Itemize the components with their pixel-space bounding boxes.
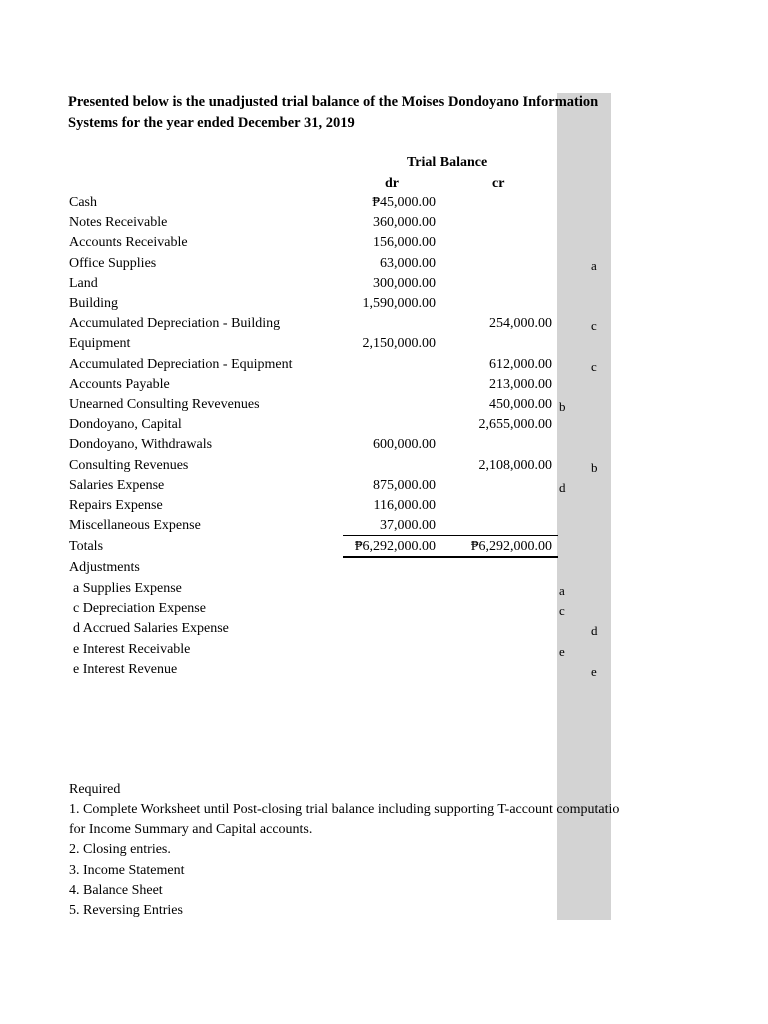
account-label: Unearned Consulting Revevenues bbox=[69, 397, 260, 412]
debit-amount: 600,000.00 bbox=[373, 437, 436, 452]
credit-amount: 213,000.00 bbox=[489, 377, 552, 392]
credit-amount: 2,655,000.00 bbox=[478, 417, 552, 432]
required-item: 2. Closing entries. bbox=[69, 842, 171, 857]
adjustments-title: Adjustments bbox=[69, 560, 140, 575]
adjustment-mark: d bbox=[591, 623, 598, 638]
adjustment-mark: d bbox=[559, 480, 566, 495]
account-label: Accounts Receivable bbox=[69, 235, 188, 250]
highlighted-column bbox=[557, 93, 611, 920]
account-label: Building bbox=[69, 296, 119, 311]
account-label: Repairs Expense bbox=[69, 498, 163, 513]
totals-double-rule bbox=[343, 556, 558, 558]
adjustment-mark: a bbox=[559, 583, 565, 598]
required-title: Required bbox=[69, 782, 121, 797]
account-label: Equipment bbox=[69, 336, 131, 351]
totals-cr: ₱6,292,000.00 bbox=[470, 539, 552, 554]
account-label: Cash bbox=[69, 195, 97, 210]
trial-balance-title: Trial Balance bbox=[407, 155, 488, 170]
account-label: Land bbox=[69, 276, 98, 291]
account-label: Miscellaneous Expense bbox=[69, 518, 201, 533]
account-label: Consulting Revenues bbox=[69, 458, 189, 473]
debit-amount: 875,000.00 bbox=[373, 478, 436, 493]
adjustment-mark: a bbox=[591, 258, 597, 273]
account-label: Accumulated Depreciation - Building bbox=[69, 316, 281, 331]
debit-amount: 300,000.00 bbox=[373, 276, 436, 291]
account-label: Office Supplies bbox=[69, 256, 157, 271]
debit-amount: 116,000.00 bbox=[373, 498, 436, 513]
adjustment-mark: b bbox=[559, 399, 566, 414]
required-item: 1. Complete Worksheet until Post-closing trial balance including supporting T-account computatio bbox=[69, 802, 620, 817]
adjustment-item: e Interest Revenue bbox=[73, 662, 178, 677]
heading-line-2: Systems for the year ended December 31, 2019 bbox=[68, 115, 355, 131]
debit-amount: 37,000.00 bbox=[380, 518, 436, 533]
debit-amount: 360,000.00 bbox=[373, 215, 436, 230]
adjustment-item: c Depreciation Expense bbox=[73, 601, 206, 616]
adjustment-mark: e bbox=[559, 644, 565, 659]
account-label: Accumulated Depreciation - Equipment bbox=[69, 357, 293, 372]
adjustment-mark: c bbox=[591, 318, 597, 333]
required-item: 5. Reversing Entries bbox=[69, 903, 183, 918]
credit-amount: 612,000.00 bbox=[489, 357, 552, 372]
totals-dr: ₱6,292,000.00 bbox=[354, 539, 436, 554]
credit-amount: 254,000.00 bbox=[489, 316, 552, 331]
totals-top-rule bbox=[343, 535, 558, 536]
dr-column-header: dr bbox=[385, 176, 399, 191]
adjustment-mark: b bbox=[591, 460, 598, 475]
required-item: 3. Income Statement bbox=[69, 863, 185, 878]
adjustment-item: a Supplies Expense bbox=[73, 581, 182, 596]
debit-amount: ₱45,000.00 bbox=[372, 195, 436, 210]
credit-amount: 2,108,000.00 bbox=[478, 458, 552, 473]
account-label: Salaries Expense bbox=[69, 478, 165, 493]
debit-amount: 2,150,000.00 bbox=[362, 336, 436, 351]
adjustment-mark: e bbox=[591, 664, 597, 679]
adjustment-item: e Interest Receivable bbox=[73, 642, 191, 657]
credit-amount: 450,000.00 bbox=[489, 397, 552, 412]
heading-line-1: Presented below is the unadjusted trial balance of the Moises Dondoyano Information bbox=[68, 94, 599, 110]
required-item: 4. Balance Sheet bbox=[69, 883, 163, 898]
adjustment-item: d Accrued Salaries Expense bbox=[73, 621, 229, 636]
account-label: Accounts Payable bbox=[69, 377, 170, 392]
account-label: Notes Receivable bbox=[69, 215, 168, 230]
debit-amount: 156,000.00 bbox=[373, 235, 436, 250]
cr-column-header: cr bbox=[492, 176, 505, 191]
adjustment-mark: c bbox=[559, 603, 565, 618]
debit-amount: 1,590,000.00 bbox=[362, 296, 436, 311]
account-label: Dondoyano, Withdrawals bbox=[69, 437, 213, 452]
required-item: for Income Summary and Capital accounts. bbox=[69, 822, 313, 837]
account-label: Dondoyano, Capital bbox=[69, 417, 182, 432]
debit-amount: 63,000.00 bbox=[380, 256, 436, 271]
totals-label: Totals bbox=[69, 539, 104, 554]
adjustment-mark: c bbox=[591, 359, 597, 374]
